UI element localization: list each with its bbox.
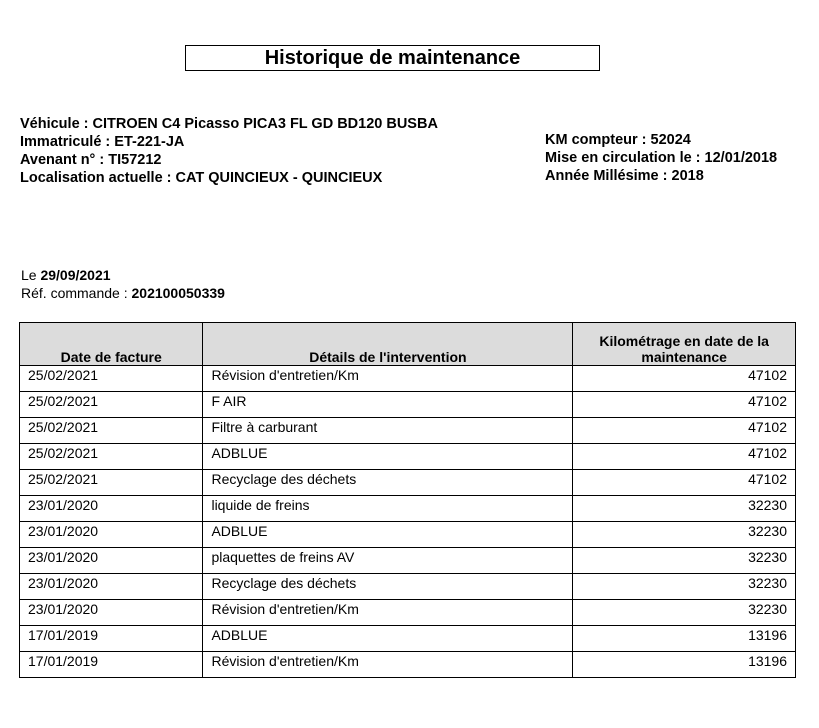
cell-mileage: 32230 [573, 548, 796, 574]
cell-intervention-detail: Révision d'entretien/Km [203, 652, 573, 678]
table-row [20, 574, 796, 600]
vehicle-model-year: Année Millésime : 2018 [545, 168, 704, 184]
order-date-label: Le [21, 267, 37, 283]
vehicle-stats [545, 131, 777, 185]
cell-intervention-detail: plaquettes de freins AV [203, 548, 573, 574]
cell-invoice-date: 17/01/2019 [20, 626, 203, 652]
header-mileage: Kilométrage en date de la maintenance [573, 323, 796, 366]
vehicle-location: Localisation actuelle : CAT QUINCIEUX - QUINCIEUX [20, 170, 383, 186]
table-row [20, 470, 796, 496]
cell-invoice-date: 25/02/2021 [20, 418, 203, 444]
table-row [20, 600, 796, 626]
cell-invoice-date: 23/01/2020 [20, 522, 203, 548]
cell-mileage: 47102 [573, 366, 796, 392]
table-row [20, 366, 796, 392]
cell-invoice-date: 25/02/2021 [20, 444, 203, 470]
cell-mileage: 13196 [573, 652, 796, 678]
cell-intervention-detail: ADBLUE [203, 522, 573, 548]
cell-intervention-detail: ADBLUE [203, 626, 573, 652]
cell-invoice-date: 23/01/2020 [20, 600, 203, 626]
vehicle-registration: Immatriculé : ET-221-JA [20, 134, 185, 150]
cell-invoice-date: 23/01/2020 [20, 548, 203, 574]
vehicle-registration-date: Mise en circulation le : 12/01/2018 [545, 150, 778, 166]
cell-invoice-date: 25/02/2021 [20, 392, 203, 418]
table-row [20, 496, 796, 522]
header-invoice-date: Date de facture [20, 323, 203, 366]
vehicle-amendment: Avenant n° : TI57212 [20, 152, 162, 168]
cell-intervention-detail: Révision d'entretien/Km [203, 600, 573, 626]
cell-mileage: 47102 [573, 470, 796, 496]
vehicle-model: Véhicule : CITROEN C4 Picasso PICA3 FL GD BD120 BUSBA [20, 116, 438, 132]
cell-intervention-detail: F AIR [203, 392, 573, 418]
cell-mileage: 13196 [573, 626, 796, 652]
cell-invoice-date: 25/02/2021 [20, 470, 203, 496]
table-row [20, 652, 796, 678]
cell-mileage: 47102 [573, 392, 796, 418]
cell-intervention-detail: Recyclage des déchets [203, 574, 573, 600]
order-date-line [21, 266, 225, 284]
cell-mileage: 32230 [573, 600, 796, 626]
maintenance-table [19, 322, 796, 678]
table-header-row [20, 323, 796, 366]
table-row [20, 418, 796, 444]
order-ref: 202100050339 [131, 285, 225, 301]
cell-mileage: 47102 [573, 418, 796, 444]
cell-invoice-date: 23/01/2020 [20, 574, 203, 600]
cell-invoice-date: 17/01/2019 [20, 652, 203, 678]
cell-intervention-detail: Recyclage des déchets [203, 470, 573, 496]
cell-intervention-detail: Révision d'entretien/Km [203, 366, 573, 392]
cell-invoice-date: 25/02/2021 [20, 366, 203, 392]
order-info [21, 266, 225, 302]
vehicle-mileage: KM compteur : 52024 [545, 132, 691, 148]
table-row [20, 522, 796, 548]
cell-invoice-date: 23/01/2020 [20, 496, 203, 522]
table-row [20, 444, 796, 470]
page-title: Historique de maintenance [185, 45, 600, 71]
cell-mileage: 32230 [573, 496, 796, 522]
cell-mileage: 32230 [573, 574, 796, 600]
cell-intervention-detail: liquide de freins [203, 496, 573, 522]
table-row [20, 626, 796, 652]
vehicle-info [20, 115, 438, 187]
cell-intervention-detail: ADBLUE [203, 444, 573, 470]
cell-mileage: 32230 [573, 522, 796, 548]
table-row [20, 548, 796, 574]
table-row [20, 392, 796, 418]
cell-mileage: 47102 [573, 444, 796, 470]
header-intervention-details: Détails de l'intervention [203, 323, 573, 366]
cell-intervention-detail: Filtre à carburant [203, 418, 573, 444]
order-ref-line [21, 284, 225, 302]
order-ref-label: Réf. commande : [21, 285, 128, 301]
order-date: 29/09/2021 [40, 267, 111, 283]
